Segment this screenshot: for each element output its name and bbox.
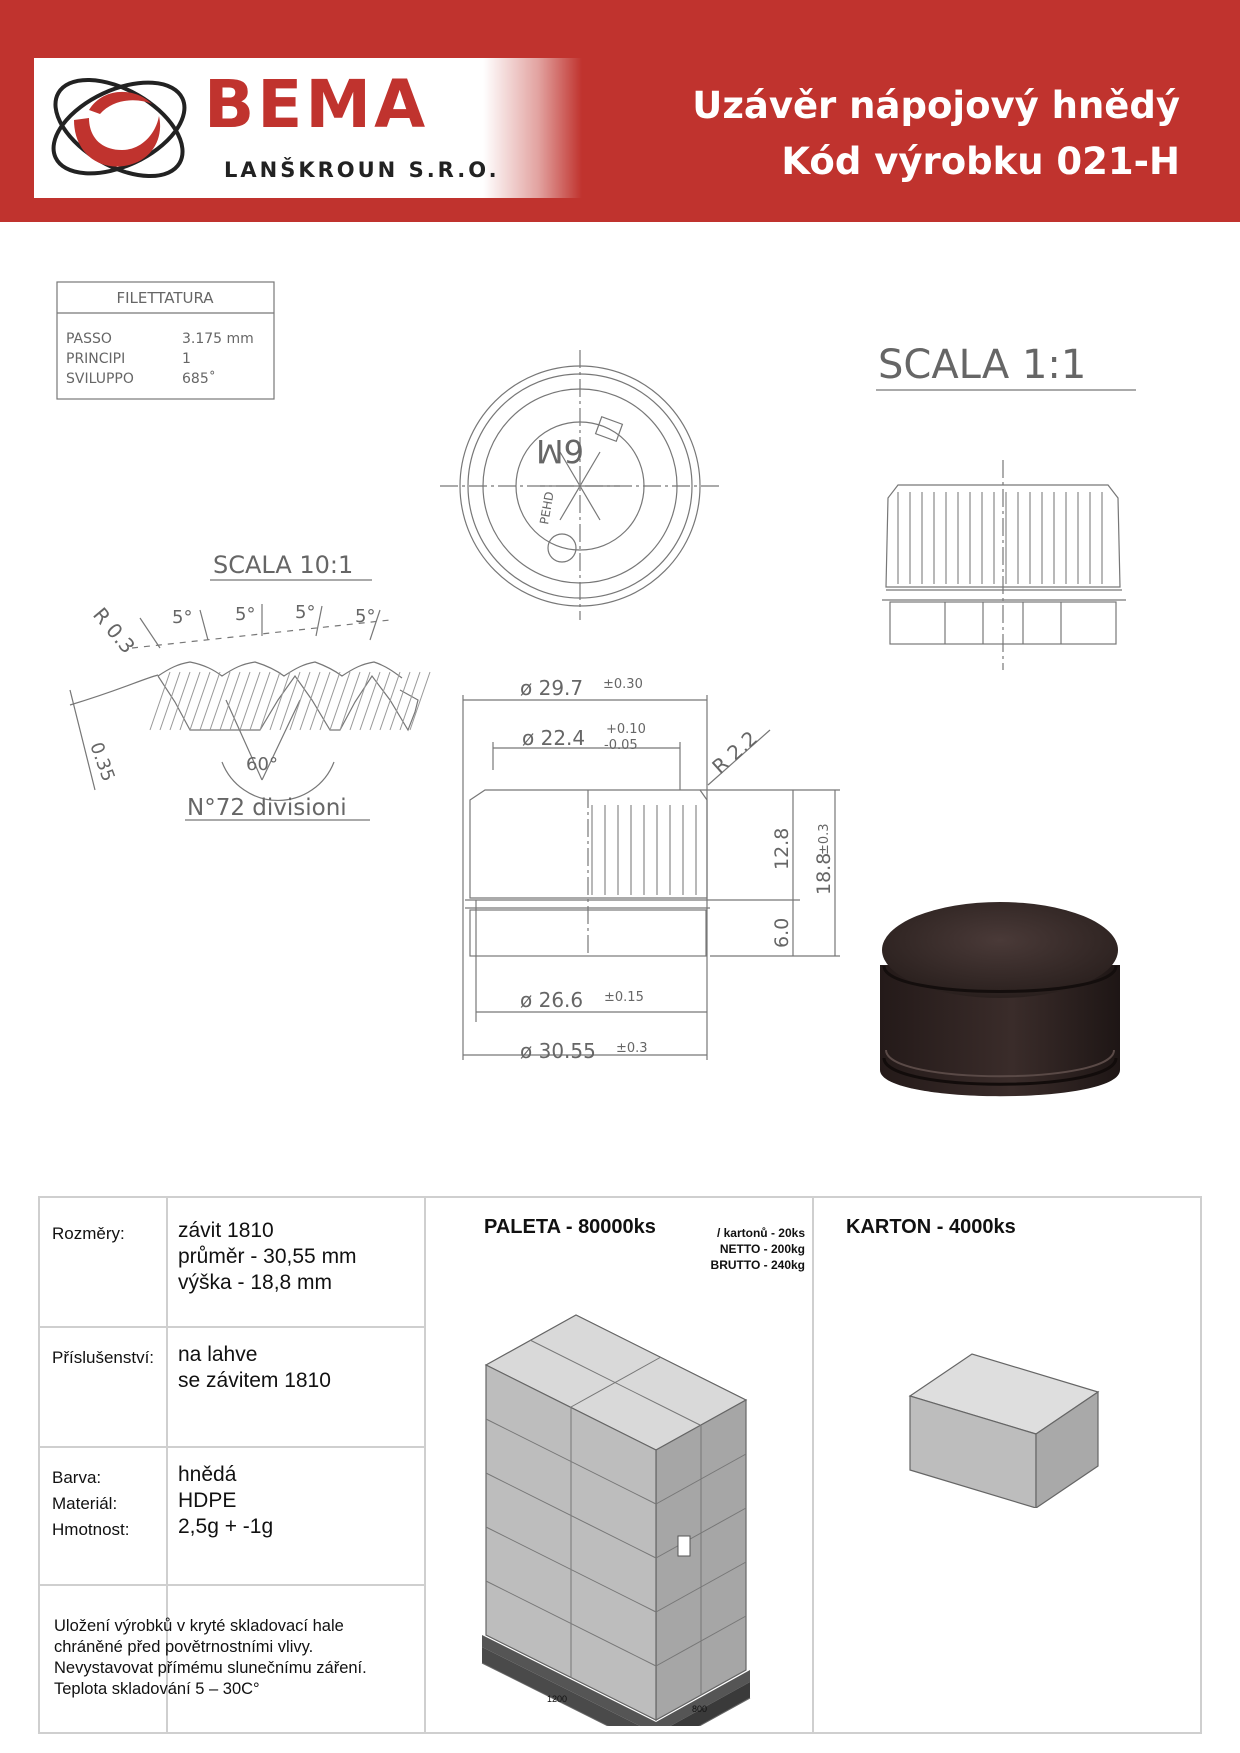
drawing-line: [160, 672, 180, 730]
color-label: Barva:: [52, 1468, 102, 1487]
drawing-line: [410, 672, 430, 730]
drawing-line: [150, 672, 170, 730]
pallet-note-line: NETTO - 200kg: [719, 1242, 805, 1256]
thread-flank-angle: 60°: [246, 754, 278, 775]
drawing-line: [340, 672, 360, 730]
storage-note-line: Nevystavovat přímému slunečnímu záření.: [54, 1659, 367, 1677]
dim-height-lower: 6.0: [771, 917, 793, 948]
header-banner: [0, 0, 1240, 222]
thread-table-heading: FILETTATURA: [116, 289, 214, 307]
pallet-width: 800: [692, 1704, 708, 1714]
drawing-line: [180, 672, 200, 730]
thread-row-value: 3.175 mm: [182, 331, 254, 347]
dimensions-label: Rozměry:: [52, 1224, 125, 1243]
carton-illustration: [908, 1348, 1108, 1508]
pallet-note-line: / kartonů - 20ks: [716, 1226, 805, 1240]
drawing-line: [240, 672, 260, 730]
drawing-line: [270, 672, 290, 730]
dim-outer-top: ø 29.7: [520, 676, 584, 700]
thread-row-label: SVILUPPO: [66, 371, 134, 387]
scale-10-1-label: SCALA 10:1: [213, 551, 354, 579]
thread-table: [57, 282, 274, 399]
dimensions-values: [178, 1218, 357, 1296]
product-photo: [880, 902, 1120, 1096]
divider: [424, 1198, 426, 1732]
drawing-line: [220, 672, 240, 730]
dimension-diameter: průměr - 30,55 mm: [178, 1245, 357, 1268]
storage-note-line: chráněné před povětrnostními vlivy.: [54, 1638, 314, 1656]
dim-radius: R 2.2: [707, 726, 763, 779]
weight-label: Hmotnost:: [52, 1520, 130, 1539]
material-value: HDPE: [178, 1489, 237, 1512]
thread-radius-label: R 0.3: [88, 602, 141, 659]
divider: [40, 1326, 424, 1328]
accessory-line: se závitem 1810: [178, 1369, 331, 1392]
dim-inner-tol-minus: -0.05: [604, 738, 638, 753]
dimension-thread: závit 1810: [178, 1219, 274, 1242]
brand-subtitle: LANŠKROUN S.R.O.: [224, 158, 500, 182]
accessory-line: na lahve: [178, 1343, 258, 1366]
thread-depth-label: 0.35: [85, 739, 119, 785]
accessory-values: [178, 1342, 331, 1394]
dim-max: ø 30.55: [520, 1039, 596, 1063]
dim-band-tol: ±0.15: [604, 990, 644, 1005]
thread-angle-label: 5°: [172, 607, 193, 628]
drawing-line: [230, 672, 250, 730]
drawing-line: [290, 672, 310, 730]
drawing-line: [190, 672, 210, 730]
dim-inner: ø 22.4: [522, 726, 586, 750]
dim-height-total: 18.8: [813, 852, 835, 895]
divider: [40, 1446, 424, 1448]
thread-row-value: 1: [182, 351, 191, 367]
pallet-title: PALETA - 80000ks: [484, 1216, 656, 1238]
dim-height-upper: 12.8: [771, 827, 793, 870]
divider: [40, 1584, 424, 1586]
material-label: Materiál:: [52, 1494, 118, 1513]
pallet-illustration: [480, 1290, 770, 1726]
drawing-line: [170, 672, 190, 730]
product-title: Uzávěr nápojový hnědý: [692, 84, 1180, 127]
brand-name: BEMA: [204, 66, 429, 143]
spec-table: [38, 1196, 1202, 1734]
thread-angle-label: 5°: [355, 606, 376, 627]
company-logo: [34, 58, 582, 198]
dim-band: ø 26.6: [520, 988, 584, 1012]
thread-row-label: PRINCIPI: [66, 351, 126, 367]
pallet-note: [640, 1225, 805, 1273]
thread-divisions: N°72 divisioni: [187, 795, 347, 821]
accessory-label: Příslušenství:: [52, 1348, 155, 1367]
dim-max-tol: ±0.3: [616, 1041, 648, 1056]
weight-value: 2,5g + -1g: [178, 1515, 274, 1538]
dim-inner-tol-plus: +0.10: [606, 722, 646, 737]
drawing-line: [360, 672, 380, 730]
color-value: hnědá: [178, 1463, 237, 1486]
drawing-line: [400, 672, 420, 730]
scale-1-1-label: SCALA 1:1: [878, 342, 1087, 388]
bema-logo-icon: [34, 58, 204, 198]
thread-angle-label: 5°: [235, 604, 256, 625]
technical-drawing: [0, 240, 1240, 1140]
storage-note: [54, 1616, 367, 1700]
dimension-height: výška - 18,8 mm: [178, 1271, 333, 1294]
drawing-line: [390, 672, 410, 730]
drawing-line: [320, 672, 340, 730]
product-code: Kód výrobku 021-H: [781, 140, 1180, 183]
thread-row-value: 685˚: [182, 371, 216, 387]
dim-height-total-tol: ±0.3: [817, 823, 832, 855]
pallet-length: 1200: [547, 1694, 568, 1704]
drawing-line: [350, 672, 370, 730]
drawing-line: [330, 672, 350, 730]
storage-note-line: Teplota skladování 5 – 30C°: [54, 1680, 260, 1698]
drawing-line: [250, 672, 270, 730]
pallet-note-line: BRUTTO - 240kg: [710, 1258, 805, 1272]
drawing-line: [380, 672, 400, 730]
cap-top-view: [440, 350, 720, 620]
top-view-mark-6m: 6M: [536, 432, 584, 470]
dim-outer-top-tol: ±0.30: [603, 677, 643, 692]
drawing-line: [200, 672, 220, 730]
thread-row-label: PASSO: [66, 331, 112, 347]
carton-title: KARTON - 4000ks: [846, 1216, 1016, 1238]
divider: [812, 1198, 814, 1732]
thread-angle-label: 5°: [295, 602, 316, 623]
drawing-line: [370, 672, 390, 730]
drawing-line: [300, 672, 320, 730]
top-view-mark-material: PEHD: [537, 490, 557, 526]
storage-note-line: Uložení výrobků v kryté skladovací hale: [54, 1617, 344, 1635]
